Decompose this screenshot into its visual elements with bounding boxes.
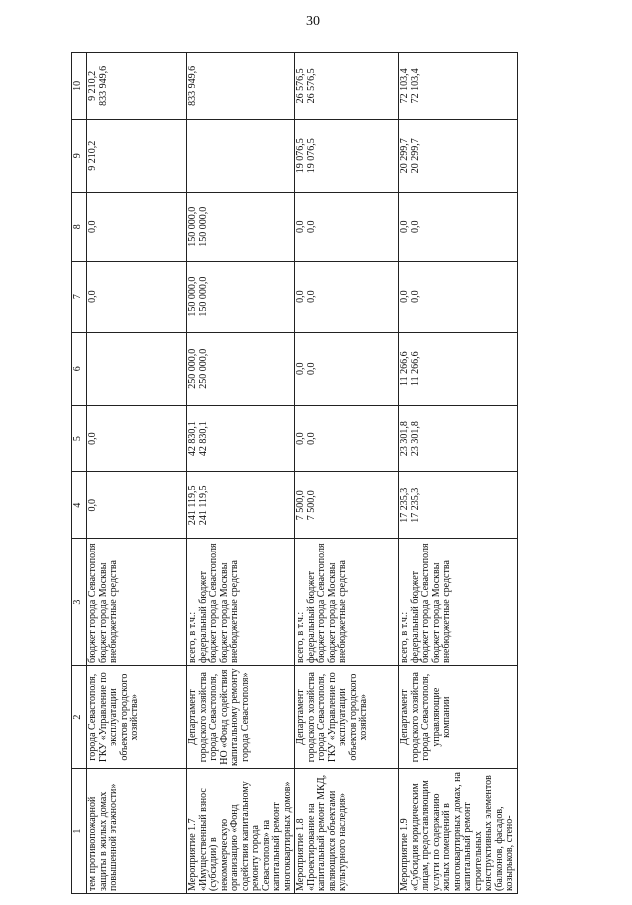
value-line: 0,0 (409, 220, 421, 234)
value-line: 0,0 (305, 220, 317, 234)
funding-source-line: всего, в т.ч.: (399, 611, 410, 664)
executor-cell: Департамент городского хозяйства города Севастополя, ГКУ «Управление по эксплуатации объектов городского хозяйства» (295, 666, 399, 769)
funding-source-line: бюджет города Москвы (326, 562, 338, 664)
value-cell-v4 (187, 472, 295, 539)
value-cell-v4 (399, 472, 518, 539)
value-line: 17 235,3 (399, 487, 410, 523)
header-row (72, 53, 87, 894)
value-line: 0,0 (295, 220, 306, 234)
funding-source-line: бюджет города Севастополя (316, 543, 327, 664)
value-cell-v5 (87, 405, 187, 472)
col-header-1: 1 (72, 769, 87, 894)
value-line: 7 500,0 (295, 490, 306, 521)
value-line: 0,0 (305, 362, 317, 375)
funding-source-line: бюджет города Москвы (97, 562, 109, 664)
value-line: 150 000,0 (197, 206, 209, 247)
value-cell-v8 (295, 192, 399, 261)
value-line: 150 000,0 (197, 276, 209, 317)
value-line: 20 299,7 (399, 138, 410, 174)
value-cell-v10 (187, 53, 295, 120)
value-cell-v9 (187, 119, 295, 192)
value-cell-v8 (187, 192, 295, 261)
value-cell-v8 (399, 192, 518, 261)
value-line: 20 299,7 (409, 138, 421, 174)
rotated-table-area (71, 52, 515, 894)
value-line: 23 301,8 (399, 421, 410, 457)
table-row (187, 53, 295, 894)
value-cell-v9 (87, 119, 187, 192)
col-header-10: 10 (72, 53, 87, 120)
value-cell-v4 (87, 472, 187, 539)
value-cell-v5 (399, 405, 518, 472)
value-cell-v10 (399, 53, 518, 120)
value-line: 0,0 (399, 290, 410, 303)
value-line: 0,0 (305, 432, 317, 445)
value-cell-v10 (87, 53, 187, 120)
col-header-9: 9 (72, 119, 87, 192)
funding-sources-cell (295, 539, 399, 666)
funding-source-line: всего, в т.ч.: (295, 611, 306, 664)
value-line: 42 830,1 (187, 421, 198, 457)
value-line: 0,0 (295, 432, 306, 445)
value-line: 19 076,5 (305, 138, 317, 174)
value-line: 250 000,0 (187, 348, 198, 389)
value-cell-v7 (187, 261, 295, 332)
funding-source-line: бюджет города Москвы (218, 562, 230, 664)
value-cell-v7 (399, 261, 518, 332)
measure-description-cell: Мероприятие 1.8 «Проектирование на капитальный ремонт МКД, являющихся объектами культурного наследия» (295, 769, 399, 894)
funding-source-line: бюджет города Москвы (430, 562, 442, 664)
value-line: 0,0 (295, 362, 306, 375)
value-cell-v6 (87, 332, 187, 405)
value-line: 0,0 (87, 499, 98, 512)
col-header-3: 3 (72, 539, 87, 666)
funding-source-line: внебюджетные средства (441, 560, 452, 664)
executor-cell: Департамент городского хозяйства города Севастополя, управляющие компании (399, 666, 518, 769)
funding-source-line: бюджет города Севастополя (420, 543, 431, 664)
financing-table (71, 52, 518, 894)
table-row (87, 53, 187, 894)
value-cell-v8 (87, 192, 187, 261)
col-header-4: 4 (72, 472, 87, 539)
value-line: 150 000,0 (187, 276, 198, 317)
value-line: 23 301,8 (409, 421, 421, 457)
table-rotation-wrapper (71, 52, 515, 894)
value-line: 26 576,5 (305, 68, 317, 104)
col-header-6: 6 (72, 332, 87, 405)
value-line: 0,0 (305, 290, 317, 303)
value-cell-v6 (295, 332, 399, 405)
value-line: 42 830,1 (197, 421, 209, 457)
page-number: 30 (306, 14, 320, 29)
value-cell-v6 (187, 332, 295, 405)
value-line: 72 103,4 (409, 68, 421, 104)
measure-description-cell: Мероприятие 1.9 «Субсидия юридическим лицам, предоставляющим услуги по содержанию жилых помещений в многоквартирных домах, на капитальный ремонт строительных конструктивных элементов (балконов, фасадов, козырьков, стено- (399, 769, 518, 894)
funding-source-line: бюджет города Севастополя (87, 543, 98, 664)
funding-source-line: федеральный бюджет (305, 570, 317, 664)
col-header-2: 2 (72, 666, 87, 769)
value-cell-v4 (295, 472, 399, 539)
funding-source-line: внебюджетные средства (108, 560, 119, 664)
funding-source-line: всего, в т.ч.: (187, 611, 198, 664)
funding-source-line: внебюджетные средства (229, 560, 240, 664)
value-cell-v7 (87, 261, 187, 332)
value-line: 11 266,6 (399, 351, 410, 387)
funding-sources-cell (399, 539, 518, 666)
funding-source-line: федеральный бюджет (197, 570, 209, 664)
value-cell-v10 (295, 53, 399, 120)
value-line: 11 266,6 (409, 351, 421, 387)
value-line: 7 500,0 (305, 490, 317, 521)
col-header-5: 5 (72, 405, 87, 472)
value-line: 9 210,2 (87, 140, 98, 171)
value-cell-v6 (399, 332, 518, 405)
value-line: 26 576,5 (295, 68, 306, 104)
value-line: 19 076,5 (295, 138, 306, 174)
value-line: 241 119,5 (187, 485, 198, 526)
col-header-8: 8 (72, 192, 87, 261)
value-cell-v5 (295, 405, 399, 472)
value-line: 0,0 (399, 220, 410, 234)
value-cell-v7 (295, 261, 399, 332)
value-cell-v5 (187, 405, 295, 472)
measure-description-cell: тем противопожарной защиты в жилых домах повышенной этажности» (87, 769, 187, 894)
col-header-7: 7 (72, 261, 87, 332)
value-line: 0,0 (87, 220, 98, 234)
value-line: 250 000,0 (197, 348, 209, 389)
funding-source-line: федеральный бюджет (409, 570, 421, 664)
value-line: 0,0 (87, 290, 98, 303)
funding-sources-cell (87, 539, 187, 666)
value-cell-v9 (399, 119, 518, 192)
value-line: 17 235,3 (409, 487, 421, 523)
funding-source-line: внебюджетные средства (337, 560, 348, 664)
value-line: 0,0 (409, 290, 421, 303)
value-line: 0,0 (295, 290, 306, 303)
measure-description-cell: Мероприятие 1.7 «Имущественный взнос (субсидии) в некоммерческую организацию «Фонд содействия капитальному ремонту города Севастополя» на капитальный ремонт многоквартирных домов» (187, 769, 295, 894)
value-line: 0,0 (87, 432, 98, 445)
value-line: 9 210,2 (87, 70, 98, 101)
value-line: 241 119,5 (197, 485, 209, 526)
table-row (399, 53, 518, 894)
value-line: 833 949,6 (97, 65, 109, 106)
executor-cell: города Севастополя, ГКУ «Управление по эксплуатации объектов городского хозяйства» (87, 666, 187, 769)
value-line: 72 103,4 (399, 68, 410, 104)
funding-sources-cell (187, 539, 295, 666)
value-line: 150 000,0 (187, 206, 198, 247)
executor-cell: Департамент городского хозяйства города Севастополя, НО «Фонд содействия капитальному ремонту города Севастополя» (187, 666, 295, 769)
value-cell-v9 (295, 119, 399, 192)
value-line: 833 949,6 (187, 65, 198, 106)
table-row (295, 53, 399, 894)
funding-source-line: бюджет города Севастополя (208, 543, 219, 664)
